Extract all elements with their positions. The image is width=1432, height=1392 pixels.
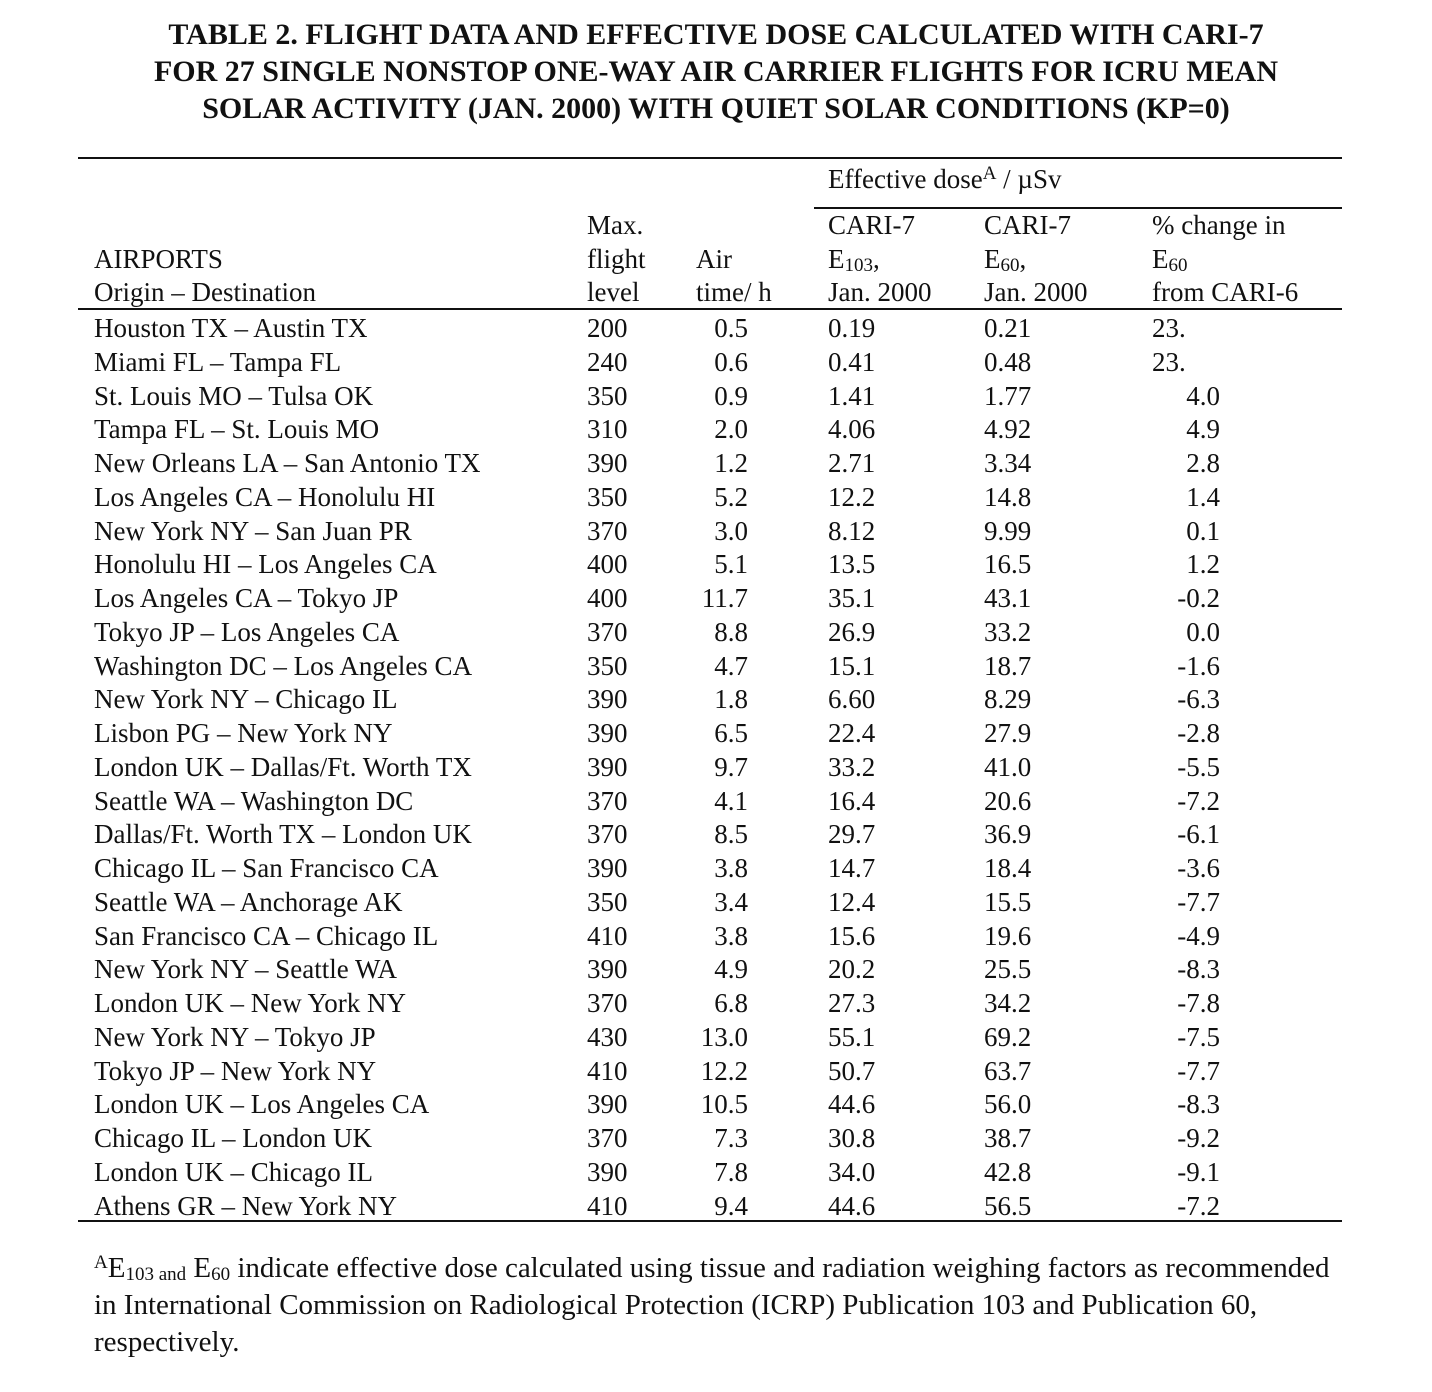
cell-e103: 50.7 (828, 1055, 876, 1086)
cell-air-time: 4.7 (714, 650, 748, 681)
header-time: time/ h (696, 277, 772, 307)
cell-air-time: 1.8 (714, 684, 748, 715)
cell-e60: 56.0 (984, 1089, 1032, 1120)
cell-flight-level: 310 (587, 414, 628, 445)
cell-route: Tampa FL – St. Louis MO (94, 414, 380, 445)
cell-e103: 12.2 (828, 481, 876, 512)
cell-flight-level: 430 (587, 1021, 628, 1052)
cell-e103: 55.1 (828, 1021, 876, 1052)
top-rule (78, 157, 1342, 159)
table-title (0, 16, 1432, 127)
cell-route: Tokyo JP – New York NY (94, 1055, 377, 1086)
cell-e60: 8.29 (984, 684, 1032, 715)
cell-route: Los Angeles CA – Honolulu HI (94, 481, 436, 512)
table-row (0, 1155, 1432, 1189)
cell-e103: 6.60 (828, 684, 876, 715)
cell-route: London UK – Dallas/Ft. Worth TX (94, 751, 472, 782)
cell-air-time: 4.9 (714, 954, 748, 985)
cell-pct-change: 4.0 (1186, 380, 1220, 411)
footnote-e60-sub: 60 (211, 1264, 231, 1285)
footnote-e103-sub: 103 and (125, 1264, 187, 1285)
cell-flight-level: 410 (587, 920, 628, 951)
cell-e60: 56.5 (984, 1190, 1032, 1221)
cell-e103: 0.19 (828, 313, 876, 343)
cell-e103: 20.2 (828, 954, 876, 985)
header-footnote-marker: A (982, 163, 997, 184)
cell-e60: 38.7 (984, 1123, 1032, 1153)
cell-air-time: 9.4 (714, 1190, 748, 1221)
cell-route: Houston TX – Austin TX (94, 313, 368, 343)
cell-e60: 34.2 (984, 988, 1032, 1018)
cell-e60: 36.9 (984, 819, 1032, 850)
cell-pct-change: -7.8 (1177, 988, 1220, 1018)
cell-e60: 27.9 (984, 718, 1032, 748)
footnote-text: indicate effective dose calculated using tissue and radiation weighing factors as recommended in International Commission on Radiological Protection (ICRP) Publication 103 and Publication 60, respectively. (94, 1252, 1330, 1358)
cell-flight-level: 350 (587, 886, 628, 917)
cell-e60: 63.7 (984, 1055, 1032, 1086)
header-pct-change: % change in (1152, 210, 1286, 240)
cell-pct-change: -0.2 (1177, 583, 1220, 613)
cell-e103: 15.1 (828, 650, 876, 681)
table-row (0, 851, 1432, 885)
table-row (0, 446, 1432, 480)
header-max: Max. (587, 210, 644, 240)
cell-e60: 20.6 (984, 785, 1032, 816)
cell-air-time: 0.9 (714, 380, 748, 411)
table-row (0, 379, 1432, 413)
cell-flight-level: 350 (587, 650, 628, 681)
header-e103-sub: 103 (844, 255, 873, 276)
cell-pct-change: 4.9 (1186, 414, 1220, 445)
header-cari7-e103: CARI-7 (828, 210, 915, 240)
footnote-marker: A (94, 1252, 108, 1273)
cell-e60: 33.2 (984, 616, 1032, 647)
cell-pct-change: 0.1 (1186, 515, 1220, 546)
cell-e103: 4.06 (828, 414, 876, 445)
header-jan-2000-a: Jan. 2000 (828, 277, 932, 307)
table-row (0, 547, 1432, 581)
header-origin-destination: Origin – Destination (94, 277, 316, 307)
cell-pct-change: -6.1 (1177, 819, 1220, 850)
table-row (0, 581, 1432, 615)
table-row (0, 480, 1432, 514)
title-line-2: FOR 27 SINGLE NONSTOP ONE-WAY AIR CARRIER FLIGHTS FOR ICRU MEAN (153, 55, 1279, 88)
cell-flight-level: 390 (587, 718, 628, 748)
table-row (0, 716, 1432, 750)
table-row (0, 919, 1432, 953)
cell-route: Chicago IL – San Francisco CA (94, 853, 439, 883)
cell-route: Honolulu HI – Los Angeles CA (94, 549, 437, 580)
cell-e60: 19.6 (984, 920, 1032, 951)
cell-pct-change: -1.6 (1177, 650, 1220, 681)
cell-flight-level: 390 (587, 1156, 628, 1187)
cell-air-time: 3.0 (714, 515, 748, 546)
cell-pct-change: -8.3 (1177, 1089, 1220, 1120)
cell-e103: 12.4 (828, 886, 876, 917)
cell-route: Chicago IL – London UK (94, 1123, 372, 1153)
cell-pct-change: -6.3 (1177, 684, 1220, 715)
header-jan-2000-b: Jan. 2000 (984, 277, 1088, 307)
header-e60 (984, 243, 1026, 276)
table-row (0, 649, 1432, 683)
header-effective-dose-label: Effective dose (828, 164, 983, 194)
cell-e60: 9.99 (984, 515, 1032, 546)
cell-pct-change: -8.3 (1177, 954, 1220, 985)
cell-e60: 16.5 (984, 549, 1032, 580)
cell-air-time: 6.8 (714, 988, 748, 1018)
header-pct-e60-main: E (1152, 244, 1169, 274)
cell-route: Washington DC – Los Angeles CA (94, 650, 473, 681)
table-row (0, 986, 1432, 1020)
cell-pct-change: -7.2 (1177, 1190, 1220, 1221)
cell-air-time: 0.6 (714, 346, 748, 377)
header-e60-comma: , (1019, 244, 1027, 274)
footnote (94, 1250, 1354, 1361)
cell-air-time: 9.7 (714, 751, 748, 782)
table-row (0, 615, 1432, 649)
cell-route: Miami FL – Tampa FL (94, 346, 342, 377)
table-row (0, 1189, 1432, 1223)
cell-route: London UK – Los Angeles CA (94, 1089, 430, 1120)
cell-flight-level: 390 (587, 751, 628, 782)
header-level: level (587, 277, 640, 307)
cell-flight-level: 350 (587, 481, 628, 512)
table-row (0, 952, 1432, 986)
header-e103-main: E (828, 244, 845, 274)
cell-e60: 25.5 (984, 954, 1032, 985)
table-row (0, 1087, 1432, 1121)
cell-e103: 1.41 (828, 380, 876, 411)
cell-flight-level: 370 (587, 515, 628, 546)
cell-e60: 4.92 (984, 414, 1032, 445)
cell-route: Dallas/Ft. Worth TX – London UK (94, 819, 472, 850)
header-from-cari6: from CARI-6 (1152, 277, 1299, 307)
cell-flight-level: 400 (587, 583, 628, 613)
cell-flight-level: 410 (587, 1190, 628, 1221)
cell-e60: 42.8 (984, 1156, 1032, 1187)
cell-e60: 3.34 (984, 448, 1032, 478)
cell-e103: 29.7 (828, 819, 876, 850)
cell-air-time: 8.5 (714, 819, 748, 850)
table-row (0, 682, 1432, 716)
header-e103 (828, 243, 880, 276)
footnote-e103: E (107, 1252, 126, 1284)
cell-e103: 33.2 (828, 751, 876, 782)
table-row (0, 817, 1432, 851)
cell-flight-level: 370 (587, 988, 628, 1018)
cell-flight-level: 350 (587, 380, 628, 411)
cell-flight-level: 370 (587, 1123, 628, 1153)
cell-e103: 26.9 (828, 616, 876, 647)
cell-air-time: 3.8 (714, 920, 748, 951)
cell-air-time: 0.5 (714, 313, 748, 343)
header-effective-dose (828, 163, 1062, 196)
cell-route: Seattle WA – Anchorage AK (94, 886, 403, 917)
cell-pct-change: 1.2 (1186, 549, 1220, 580)
cell-air-time: 4.1 (714, 785, 748, 816)
cell-air-time: 7.3 (714, 1123, 748, 1153)
cell-flight-level: 240 (587, 346, 628, 377)
cell-e103: 2.71 (828, 448, 876, 478)
cell-e60: 41.0 (984, 751, 1032, 782)
cell-pct-change: -2.8 (1177, 718, 1220, 748)
cell-air-time: 6.5 (714, 718, 748, 748)
table-row (0, 1121, 1432, 1155)
cell-e60: 43.1 (984, 583, 1032, 613)
table-row (0, 885, 1432, 919)
cell-pct-change: 23. (1152, 313, 1186, 343)
table-row (0, 784, 1432, 818)
cell-pct-change: -4.9 (1177, 920, 1220, 951)
cell-pct-change: -5.5 (1177, 751, 1220, 782)
cell-route: London UK – New York NY (94, 988, 407, 1018)
cell-pct-change: -9.2 (1177, 1123, 1220, 1153)
table-row (0, 514, 1432, 548)
header-airports: AIRPORTS (94, 244, 223, 274)
cell-air-time: 12.2 (700, 1055, 748, 1086)
table-row (0, 311, 1432, 345)
cell-route: New York NY – San Juan PR (94, 515, 412, 546)
cell-flight-level: 370 (587, 819, 628, 850)
cell-air-time: 7.8 (714, 1156, 748, 1187)
cell-pct-change: 0.0 (1186, 616, 1220, 647)
cell-air-time: 8.8 (714, 616, 748, 647)
header-air: Air (696, 244, 732, 274)
cell-e60: 18.7 (984, 650, 1032, 681)
header-pct-e60-sub: 60 (1168, 255, 1188, 276)
header-e60-main: E (984, 244, 1001, 274)
cell-air-time: 5.2 (714, 481, 748, 512)
cell-route: Lisbon PG – New York NY (94, 718, 393, 748)
cell-air-time: 3.8 (714, 853, 748, 883)
table-row (0, 750, 1432, 784)
cell-e103: 15.6 (828, 920, 876, 951)
cell-e103: 16.4 (828, 785, 876, 816)
cell-e103: 34.0 (828, 1156, 876, 1187)
cell-flight-level: 390 (587, 853, 628, 883)
cell-flight-level: 390 (587, 684, 628, 715)
header-pct-e60 (1152, 243, 1188, 276)
cell-pct-change: 2.8 (1186, 448, 1220, 478)
cell-e103: 13.5 (828, 549, 876, 580)
cell-flight-level: 410 (587, 1055, 628, 1086)
cell-route: Los Angeles CA – Tokyo JP (94, 583, 399, 613)
cell-e60: 15.5 (984, 886, 1032, 917)
cell-e103: 30.8 (828, 1123, 876, 1153)
cell-flight-level: 370 (587, 785, 628, 816)
cell-e103: 0.41 (828, 346, 876, 377)
cell-air-time: 3.4 (714, 886, 748, 917)
cell-air-time: 2.0 (714, 414, 748, 445)
cell-e103: 22.4 (828, 718, 876, 748)
title-line-3: SOLAR ACTIVITY (JAN. 2000) WITH QUIET SOLAR CONDITIONS (KP=0) (202, 92, 1230, 125)
table-row (0, 412, 1432, 446)
cell-e103: 14.7 (828, 853, 876, 883)
cell-route: New York NY – Tokyo JP (94, 1021, 376, 1052)
cell-pct-change: -7.5 (1177, 1021, 1220, 1052)
table-row (0, 1054, 1432, 1088)
cell-pct-change: -7.2 (1177, 785, 1220, 816)
cell-flight-level: 400 (587, 549, 628, 580)
header-cari7-e60: CARI-7 (984, 210, 1071, 240)
cell-e103: 44.6 (828, 1190, 876, 1221)
cell-e103: 44.6 (828, 1089, 876, 1120)
cell-e60: 18.4 (984, 853, 1032, 883)
cell-pct-change: -9.1 (1177, 1156, 1220, 1187)
cell-air-time: 13.0 (700, 1021, 748, 1052)
cell-e103: 35.1 (828, 583, 876, 613)
cell-flight-level: 200 (587, 313, 628, 343)
cell-pct-change: -3.6 (1177, 853, 1220, 883)
table-row (0, 1020, 1432, 1054)
footnote-e60: E (186, 1252, 212, 1284)
cell-route: New York NY – Chicago IL (94, 684, 398, 715)
cell-route: New York NY – Seattle WA (94, 954, 397, 985)
cell-flight-level: 370 (587, 616, 628, 647)
title-line-1: TABLE 2. FLIGHT DATA AND EFFECTIVE DOSE CALCULATED WITH CARI-7 (168, 18, 1264, 51)
cell-air-time: 11.7 (701, 583, 748, 613)
cell-route: Tokyo JP – Los Angeles CA (94, 616, 400, 647)
cell-flight-level: 390 (587, 448, 628, 478)
header-flight: flight (587, 244, 646, 274)
cell-air-time: 10.5 (700, 1089, 748, 1120)
table-body (0, 311, 1432, 1222)
cell-e60: 0.21 (984, 313, 1032, 343)
cell-pct-change: 1.4 (1186, 481, 1220, 512)
header-unit: / µSv (996, 164, 1062, 194)
cell-e60: 69.2 (984, 1021, 1032, 1052)
cell-route: New Orleans LA – San Antonio TX (94, 448, 481, 478)
header-e103-comma: , (873, 244, 880, 274)
cell-route: Athens GR – New York NY (94, 1190, 398, 1221)
cell-route: St. Louis MO – Tulsa OK (94, 380, 374, 411)
cell-air-time: 1.2 (714, 448, 748, 478)
cell-air-time: 5.1 (714, 549, 748, 580)
cell-flight-level: 390 (587, 1089, 628, 1120)
cell-route: San Francisco CA – Chicago IL (94, 920, 439, 951)
cell-e103: 8.12 (828, 515, 876, 546)
cell-pct-change: 23. (1152, 346, 1186, 377)
cell-e60: 14.8 (984, 481, 1032, 512)
cell-e103: 27.3 (828, 988, 876, 1018)
cell-e60: 0.48 (984, 346, 1032, 377)
cell-flight-level: 390 (587, 954, 628, 985)
cell-e60: 1.77 (984, 380, 1032, 411)
cell-route: Seattle WA – Washington DC (94, 785, 414, 816)
cell-pct-change: -7.7 (1177, 886, 1220, 917)
table-row (0, 345, 1432, 379)
cell-route: London UK – Chicago IL (94, 1156, 373, 1187)
header-e60-sub: 60 (1000, 255, 1020, 276)
cell-pct-change: -7.7 (1177, 1055, 1220, 1086)
